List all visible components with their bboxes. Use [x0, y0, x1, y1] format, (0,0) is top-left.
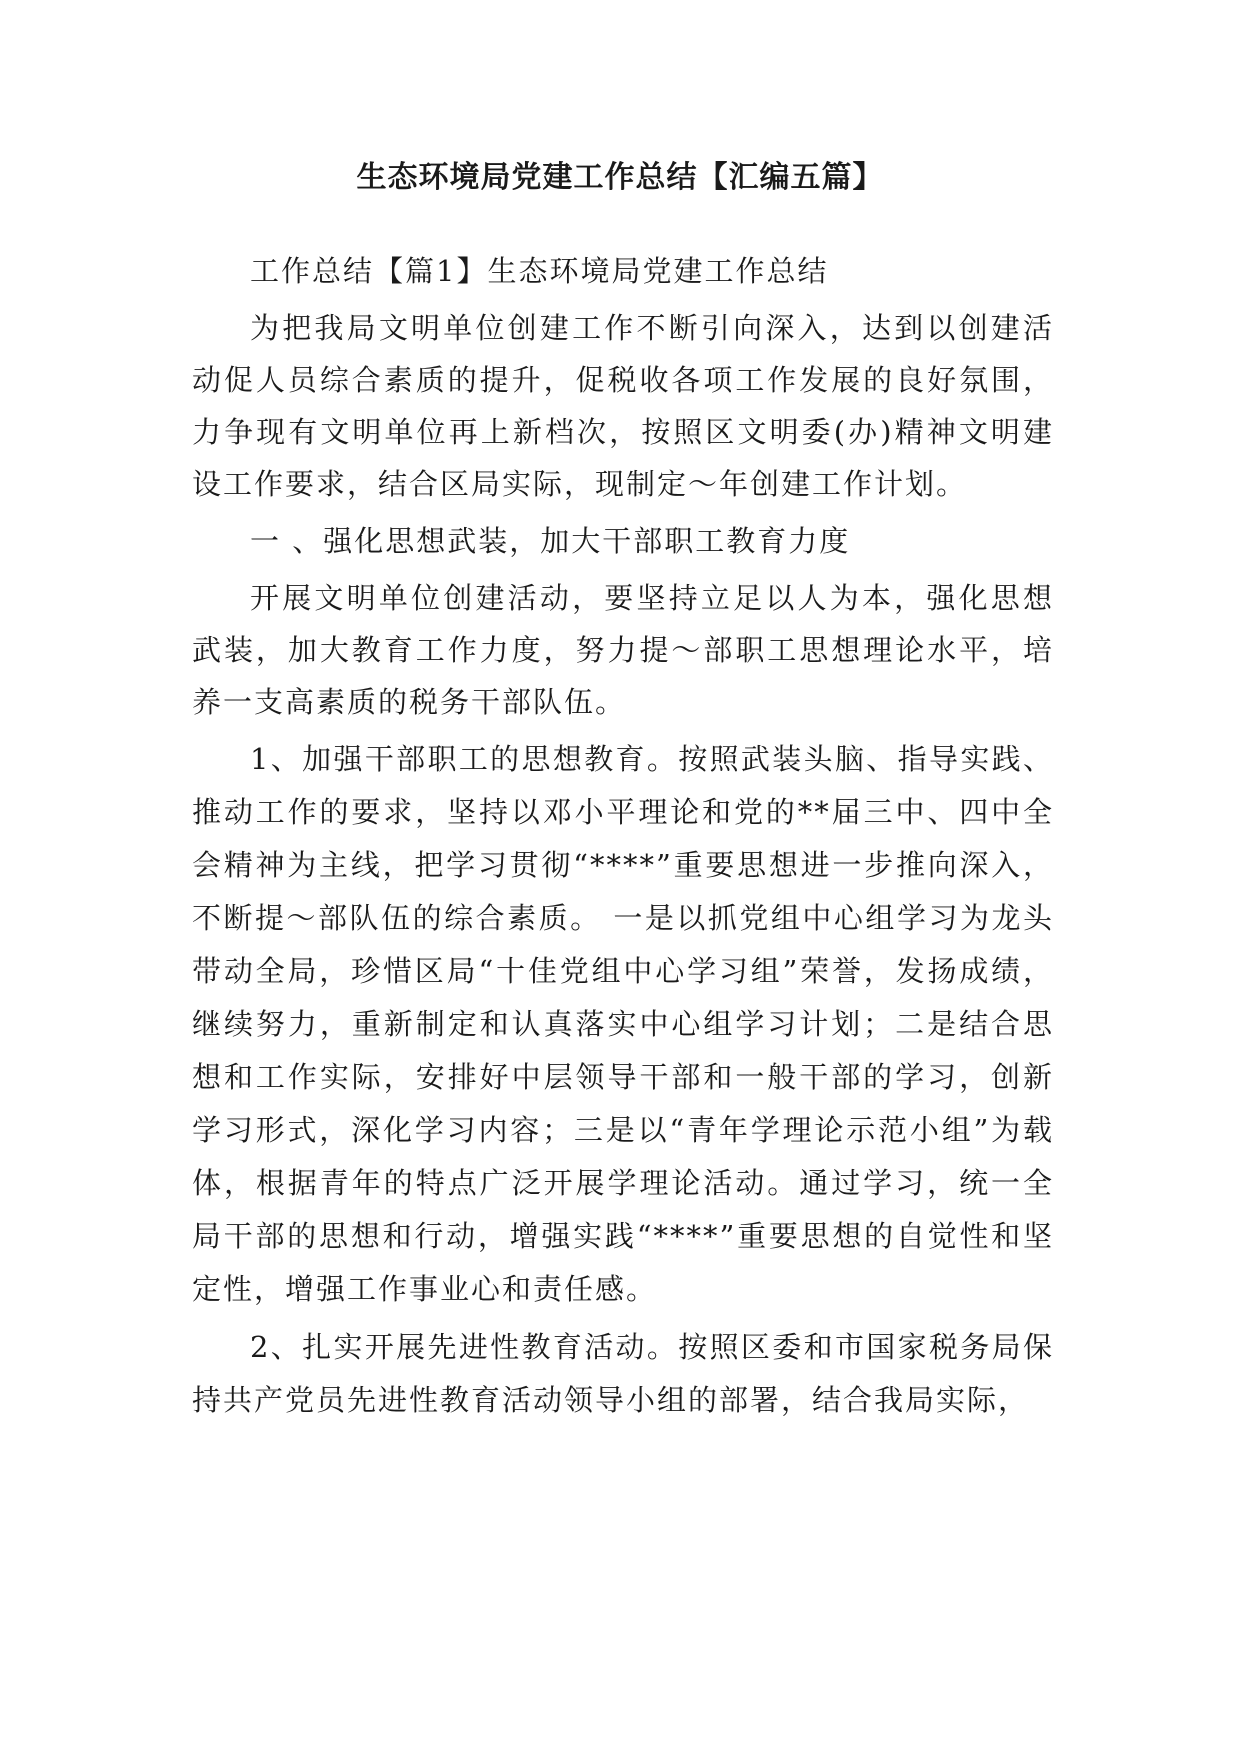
paragraph-item-2: 2、扎实开展先进性教育活动。按照区委和市国家税务局保持共产党员先进性教育活动领导小组的部署，结合我局实际， [192, 1330, 1054, 1417]
paragraph-intro: 为把我局文明单位创建工作不断引向深入，达到以创建活动促人员综合素质的提升，促税收各项工作发展的良好氛围，力争现有文明单位再上新档次，按照区文明委(办)精神文明建设工作要求，结合区局实际，现制定～年创建工作计划。 [192, 311, 1054, 501]
section-heading-1: 一 、强化思想武装，加大干部职工教育力度 [250, 524, 851, 558]
paragraph-education: 开展文明单位创建活动，要坚持立足以人为本，强化思想武装，加大教育工作力度，努力提～部职工思想理论水平，培养一支高素质的税务干部队伍。 [192, 581, 1054, 719]
section-subtitle: 工作总结【篇1】生态环境局党建工作总结 [250, 254, 829, 288]
document-title: 生态环境局党建工作总结【汇编五篇】 [356, 160, 884, 195]
document-body [192, 245, 1054, 1432]
paragraph-item-1: 1、加强干部职工的思想教育。按照武装头脑、指导实践、推动工作的要求，坚持以邓小平理论和党的**届三中、四中全会精神为主线，把学习贯彻“****”重要思想进一步推向深入，不断提～部队伍的综合素质。 一是以抓党组中心组学习为龙头带动全局，珍惜区局“十佳党组中心学习组”荣誉，发扬成绩，继续努力，重新制定和认真落实中心组学习计划；二是结合思想和工作实际，安排好中层领导干部和一般干部的学习，创新学习形式，深化学习内容；三是以“青年学理论示范小组”为载体，根据青年的特点广泛开展学理论活动。通过学习，统一全局干部的思想和行动，增强实践“****”重要思想的自觉性和坚定性，增强工作事业心和责任感。 [192, 742, 1054, 1306]
